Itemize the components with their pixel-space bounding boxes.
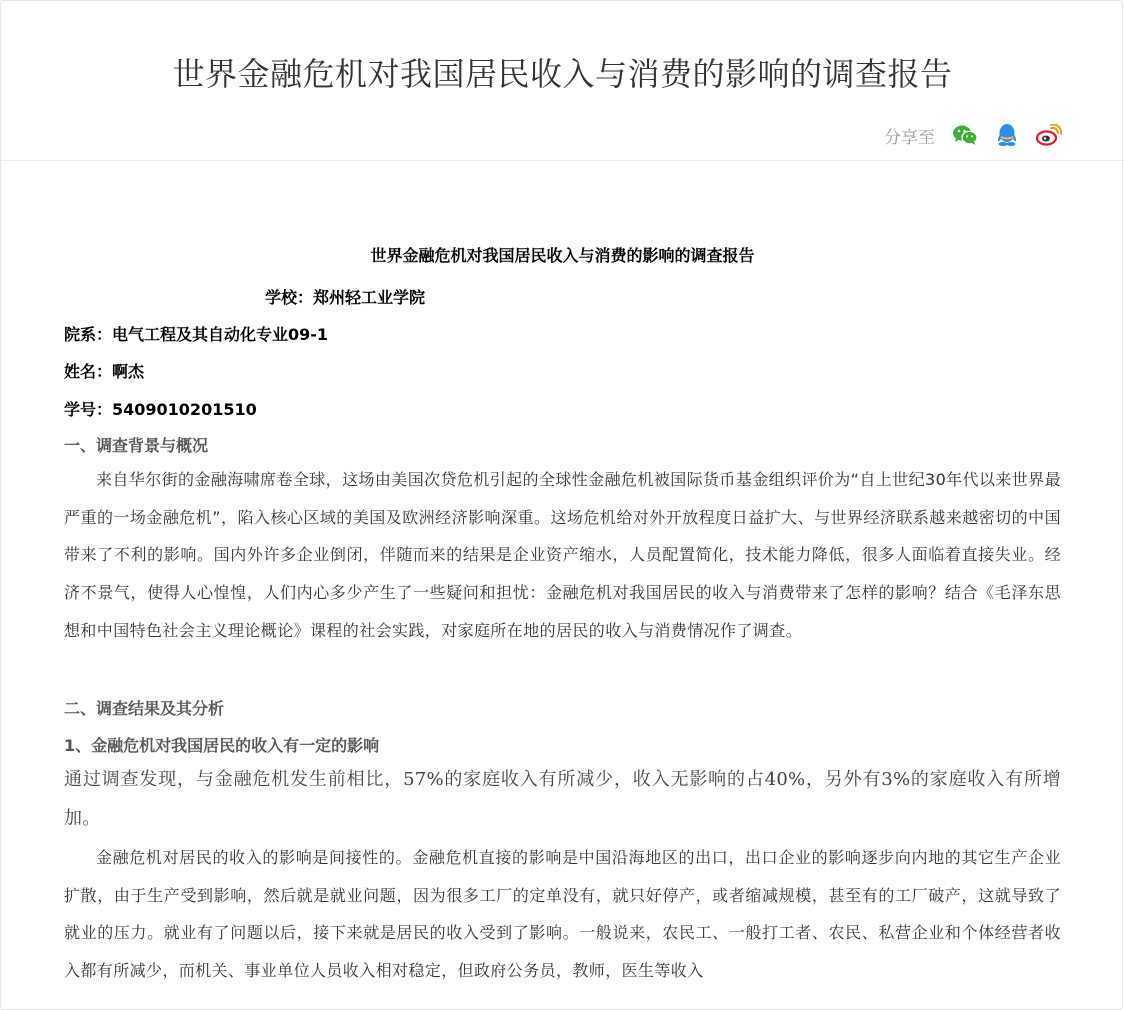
page-title: 世界金融危机对我国居民收入与消费的影响的调查报告 — [172, 55, 953, 93]
school-line: 学校：郑州轻工业学院 — [265, 288, 426, 307]
section-heading: 一、调查背景与概况 — [64, 436, 209, 455]
department-line: 院系：电气工程及其自动化专业09-1 — [64, 325, 329, 344]
paragraph: 通过调查发现，与金融危机发生前相比，57%的家庭收入有所减少，收入无影响的占40%，另外有3%的家庭收入有所增加。 — [64, 769, 1061, 829]
section-heading: 二、调查结果及其分析 — [64, 699, 225, 718]
student-id-line: 学号：5409010201510 — [64, 400, 257, 419]
share-bar — [884, 120, 1063, 150]
qq-icon[interactable] — [993, 121, 1021, 149]
article-title: 世界金融危机对我国居民收入与消费的影响的调查报告 — [370, 246, 755, 265]
subsection-heading: 1、金融危机对我国居民的收入有一定的影响 — [64, 736, 380, 755]
paragraph: 金融危机对居民的收入的影响是间接性的。金融危机直接的影响是中国沿海地区的出口，出口企业的影响逐步向内地的其它生产企业扩散，由于生产受到影响，然后就是就业问题，因为很多工厂的定单没有，就只好停产，或者缩减规模，甚至有的工厂破产，这就导致了就业的压力。就业有了问题以后，接下来就是居民的收入受到了影响。一般说来，农民工、一般打工者、农民、私营企业和个体经营者收入都有所减少，而机关、事业单位人员收入相对稳定，但政府公务员，教师，医生等收入 — [64, 848, 1061, 981]
paragraph: 来自华尔街的金融海啸席卷全球，这场由美国次贷危机引起的全球性金融危机被国际货币基金组织评价为“自上世纪30年代以来世界最严重的一场金融危机”，陷入核心区域的美国及欧洲经济影响深重。这场危机给对外开放程度日益扩大、与世界经济联系越来越密切的中国带来了不利的影响。国内外许多企业倒闭，伴随而来的结果是企业资产缩水，人员配置简化，技术能力降低，很多人面临着直接失业。经济不景气，使得人心惶惶，人们内心多少产生了一些疑问和担忧：金融危机对我国居民的收入与消费带来了怎样的影响？结合《毛泽东思想和中国特色社会主义理论概论》课程的社会实践，对家庭所在地的居民的收入与消费情况作了调查。 — [64, 470, 1061, 640]
page-header — [0, 0, 1125, 161]
weibo-icon[interactable] — [1035, 121, 1063, 149]
wechat-icon[interactable] — [951, 121, 979, 149]
share-label: 分享至 — [884, 127, 935, 148]
name-line: 姓名：啊杰 — [64, 362, 145, 381]
